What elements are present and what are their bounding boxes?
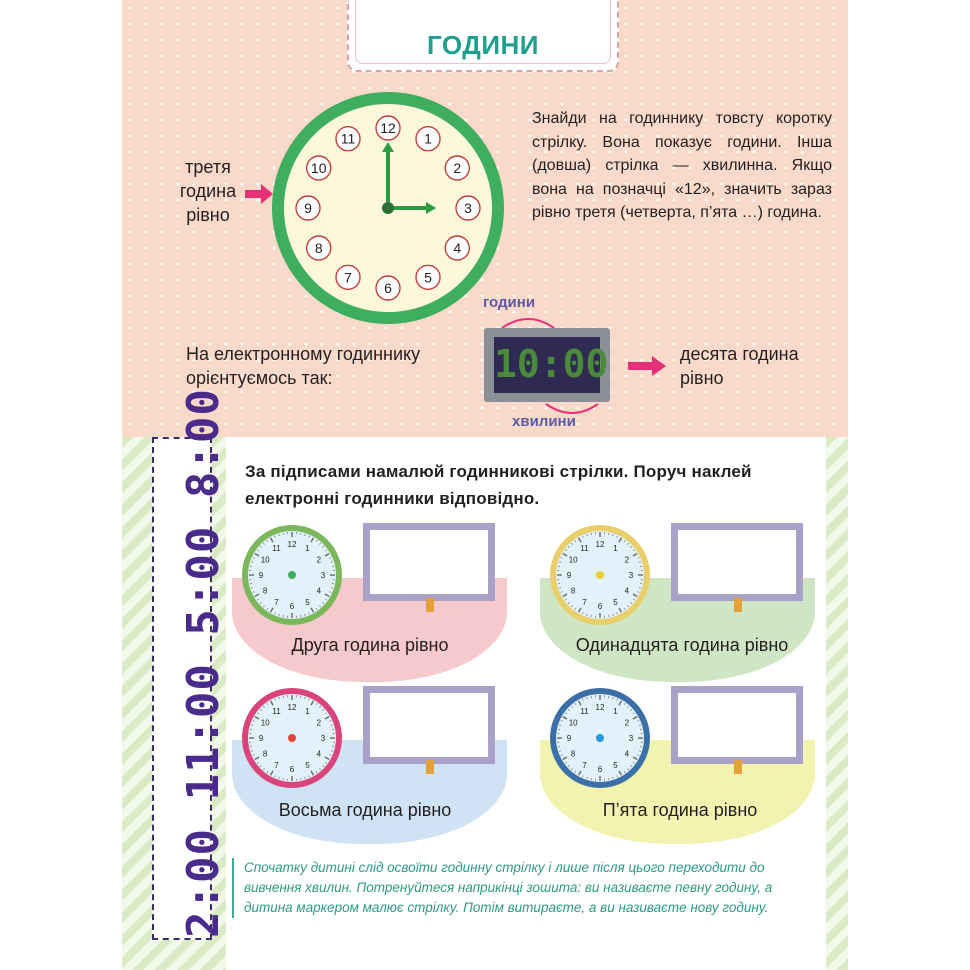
clock-number: 10 (568, 555, 578, 565)
clock-number: 1 (305, 544, 310, 554)
clock-center (382, 202, 394, 214)
clock-number: 4 (316, 749, 322, 759)
clock-number: 3 (464, 200, 472, 216)
clock-number: 9 (566, 734, 572, 743)
clock-number: 3 (628, 734, 634, 743)
clock-number: 1 (613, 544, 618, 554)
exercise-label: Друга година рівно (291, 635, 449, 655)
clock-number: 9 (258, 571, 264, 580)
sticker-peg (426, 598, 434, 612)
clock-number: 5 (305, 597, 310, 607)
clock-number: 8 (262, 586, 268, 596)
clock-number: 12 (595, 540, 605, 549)
clock-number: 11 (272, 544, 281, 554)
analog-clock (271, 91, 505, 325)
clock-number: 11 (340, 130, 356, 147)
exercise-clock[interactable] (548, 523, 652, 627)
clock-number: 1 (424, 130, 432, 147)
sticker-frame[interactable] (363, 523, 495, 601)
clock-number: 3 (320, 571, 326, 580)
clock-number: 2 (624, 718, 630, 728)
clock-number: 2 (453, 160, 462, 176)
intro-text: Знайди на годиннику товсту коротку стрілку. Вона показує години. Інша (довша) стрілка — хвилинна. Якщо вона на позначці «12», значить зараз рівно третя (четверта, п’ята …) година. (532, 110, 832, 221)
clock-number: 6 (289, 602, 295, 611)
clock-number: 4 (624, 586, 630, 596)
clock-number: 7 (582, 597, 587, 607)
clock-number: 2 (316, 555, 322, 565)
clock-number: 8 (314, 240, 323, 256)
clock-number: 6 (289, 765, 295, 774)
clock-number: 5 (424, 269, 432, 286)
clock-number: 3 (628, 571, 634, 580)
minutes-label: хвилини (512, 413, 576, 430)
exercise-label: Восьма година рівно (278, 800, 452, 820)
clock-number: 3 (320, 734, 326, 743)
clock-number: 9 (258, 734, 264, 743)
clock-number: 5 (305, 760, 310, 770)
sticker-peg (426, 760, 434, 774)
clock-number: 10 (310, 160, 327, 176)
clock-number: 10 (260, 718, 270, 728)
clock-number: 7 (582, 760, 587, 770)
right-decor-strip (826, 437, 848, 970)
clock-number: 8 (570, 586, 576, 596)
task-instruction: За підписами намалюй годинникові стрілки. Поруч наклей електронні годинники відповідно. (245, 462, 752, 508)
clock-center (596, 571, 604, 579)
clock-center (596, 734, 604, 742)
clock-number: 9 (566, 571, 572, 580)
clock-number: 7 (274, 597, 279, 607)
clock-number: 12 (287, 703, 297, 712)
clock-number: 8 (262, 749, 268, 759)
clock-number: 10 (568, 718, 578, 728)
side-label: третя година рівно (179, 157, 237, 225)
clock-number: 5 (613, 760, 618, 770)
clock-number: 7 (274, 760, 279, 770)
clock-number: 10 (260, 555, 270, 565)
sticker-peg (734, 760, 742, 774)
digital-clock-time: 10:00 (494, 342, 609, 386)
clock-number: 2 (316, 718, 322, 728)
sticker-frame[interactable] (671, 523, 803, 601)
clock-number: 1 (613, 707, 618, 717)
exercise-label: Одинадцята година рівно (575, 635, 789, 655)
clock-center (288, 571, 296, 579)
clock-number: 7 (344, 269, 352, 286)
result-label: десята година рівно (680, 344, 799, 388)
clock-number: 4 (316, 586, 322, 596)
page-title: ГОДИНИ (427, 30, 539, 60)
exercise-clock[interactable] (240, 686, 344, 790)
sticker-frame[interactable] (363, 686, 495, 764)
clock-number: 11 (272, 707, 281, 717)
clock-number: 6 (384, 280, 392, 296)
clock-number: 12 (287, 540, 297, 549)
clock-number: 2 (624, 555, 630, 565)
result-arrow-icon (628, 356, 668, 376)
exercise-label: П’ята година рівно (602, 800, 758, 820)
clock-center (288, 734, 296, 742)
clock-number: 6 (597, 602, 603, 611)
clock-number: 12 (595, 703, 605, 712)
parent-note: Спочатку дитині слід освоїти годинну стрілку і лише після цього переходити до вивчення хвилин. Потренуйтеся наприкінці зошита: ви називаєте певну годину, а дитина маркером малює стрілку. Потім витираєте, а ви називаєте нову годину. (232, 858, 822, 918)
clock-number: 12 (380, 120, 396, 136)
clock-number: 4 (624, 749, 630, 759)
sticker-peg (734, 598, 742, 612)
clock-number: 11 (580, 707, 589, 717)
clock-number: 4 (453, 240, 462, 256)
exercise-clock[interactable] (548, 686, 652, 790)
clock-number: 6 (597, 765, 603, 774)
sticker-frame[interactable] (671, 686, 803, 764)
clock-number: 9 (304, 200, 312, 216)
hours-label: години (483, 294, 536, 311)
clock-number: 5 (613, 597, 618, 607)
electronic-clock-label: На електронному годиннику орієнтуємось так: (186, 344, 421, 388)
clock-number: 11 (580, 544, 589, 554)
clock-number: 8 (570, 749, 576, 759)
exercise-clock[interactable] (240, 523, 344, 627)
digital-sticker-times: 2:00 11:00 5:00 8:00 (178, 388, 229, 938)
clock-number: 1 (305, 707, 310, 717)
